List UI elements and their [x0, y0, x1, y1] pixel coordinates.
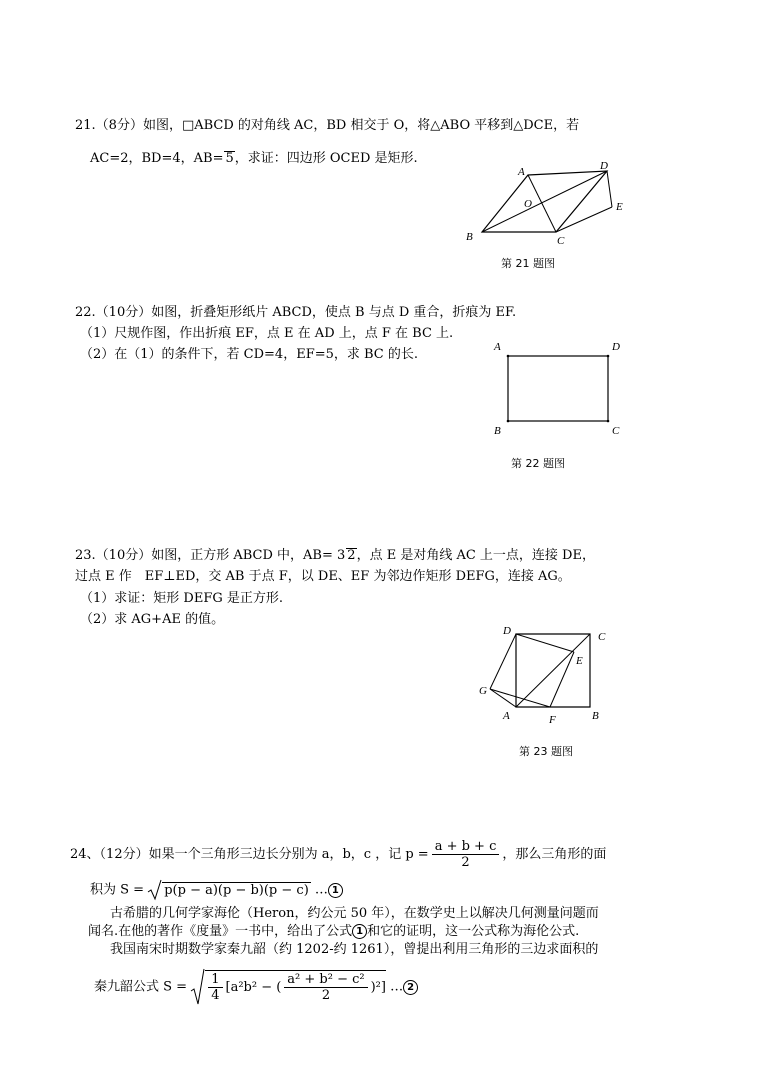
q23-label-B: B	[592, 710, 599, 722]
q24-line5: 我国南宋时期数学家秦九韶（约 1202-约 1261），曾提出利用三角形的三边求面积的	[110, 942, 599, 957]
q21-label-B: B	[466, 231, 473, 243]
q22-caption: 第 22 题图	[511, 457, 565, 470]
q24-line2	[90, 879, 343, 901]
q21-caption: 第 21 题图	[501, 257, 555, 270]
q24-quarter-num: 1	[208, 972, 222, 988]
q24-cos-num: a² + b² − c²	[284, 972, 367, 988]
q23-line1-tail: ，点 E 是对角线 AC 上一点，连接 DE，	[356, 548, 595, 563]
q24-p-fraction	[432, 839, 500, 870]
q22-label-B: B	[494, 425, 501, 437]
q24-quarter-fraction	[208, 972, 222, 1003]
q22-label-C: C	[612, 425, 620, 437]
q22-line2: （1）尺规作图，作出折痕 EF，点 E 在 AD 上，点 F 在 BC 上.	[80, 326, 454, 341]
q24-line4-head: 闻名.在他的著作《度量》一书中，给出了公式	[88, 924, 353, 939]
q24-heron-radicand: p(p − a)(p − b)(p − c)	[164, 882, 309, 898]
q22-line1: 22.（10分）如图，折叠矩形纸片 ABCD，使点 B 与点 D 重合，折痕为 EF.	[75, 305, 517, 320]
q21-label-C: C	[557, 235, 565, 247]
q23-line3: （1）求证：矩形 DEFG 是正方形.	[80, 591, 283, 606]
q24-cos-fraction	[284, 972, 367, 1003]
q24-line4	[88, 923, 579, 941]
q23-label-E: E	[576, 655, 583, 667]
q22-line3: （2）在（1）的条件下，若 CD=4，EF=5，求 BC 的长.	[80, 347, 419, 362]
q21-label-D: D	[600, 160, 608, 172]
q23-line4: （2）求 AG+AE 的值。	[80, 612, 225, 627]
q24-line6	[94, 968, 418, 1006]
q24-line6-end: )²]	[370, 979, 386, 995]
q23-caption: 第 23 题图	[519, 745, 573, 758]
q24-line6-head: 秦九韶公式 S =	[94, 979, 188, 995]
q24-line4-tail: 和它的证明，这一公式称为海伦公式.	[367, 924, 580, 939]
q21-line2	[90, 150, 418, 168]
q21-line1: 21.（8分）如图，□ABCD 的对角线 AC，BD 相交于 O，将△ABO 平移到△DCE，若	[75, 118, 580, 133]
radical-sign-icon	[191, 968, 205, 1006]
formula-1-ref: 1	[352, 924, 367, 939]
q22-figure	[488, 338, 628, 443]
q24-cos-den: 2	[321, 987, 331, 1003]
q21-label-A: A	[518, 166, 525, 178]
q24-line1-head: 24、（12分）如果一个三角形三边长分别为 a，b，c ，记 p =	[70, 847, 429, 862]
q21-figure	[460, 160, 630, 250]
q23-sqrt: 2	[347, 548, 356, 563]
q23-line1-head: 23.（10分）如图，正方形 ABCD 中，AB= 3	[75, 548, 346, 563]
q23-line2: 过点 E 作 EF⊥ED，交 AB 于点 F，以 DE、EF 为邻边作矩形 DEFG，连接 AG。	[75, 569, 571, 584]
q24-p-numerator: a + b + c	[432, 839, 500, 855]
q24-line6-mid: [a²b² − (	[225, 979, 282, 995]
q23-label-F: F	[549, 714, 556, 726]
q21-line2-prove: ，求证：四边形 OCED 是矩形.	[234, 151, 418, 166]
q21-label-E: E	[616, 201, 623, 213]
q24-qin-radical	[191, 968, 386, 1006]
q24-qin-radicand	[205, 970, 386, 1005]
q24-line2-dots: …	[314, 882, 328, 898]
q23-label-A: A	[503, 710, 510, 722]
q24-p-denominator: 2	[461, 855, 470, 870]
q23-label-D: D	[503, 625, 511, 637]
radical-sign-icon	[148, 879, 162, 901]
q21-label-O: O	[524, 198, 532, 210]
q23-label-G: G	[479, 685, 487, 697]
q21-line2-given: AC=2，BD=4，AB=	[90, 151, 224, 166]
q21-sqrt: 5	[225, 151, 234, 166]
formula-2-mark: 2	[403, 980, 418, 995]
q24-line3: 古希腊的几何学家海伦（Heron，约公元 50 年），在数学史上以解决几何测量问题而	[110, 906, 599, 921]
q22-label-A: A	[494, 341, 501, 353]
q22-label-D: D	[612, 341, 620, 353]
q23-label-C: C	[598, 631, 606, 643]
q24-line6-dots: …	[390, 979, 404, 995]
q24-line1-tail: ，那么三角形的面	[502, 847, 607, 862]
q23-line1	[75, 547, 595, 565]
q24-heron-radical	[148, 879, 311, 901]
q23-figure	[474, 622, 614, 732]
formula-1-mark: 1	[328, 883, 343, 898]
q24-line1	[70, 838, 606, 872]
q24-quarter-den: 4	[211, 987, 220, 1003]
q24-line2-head: 积为 S =	[90, 882, 145, 898]
